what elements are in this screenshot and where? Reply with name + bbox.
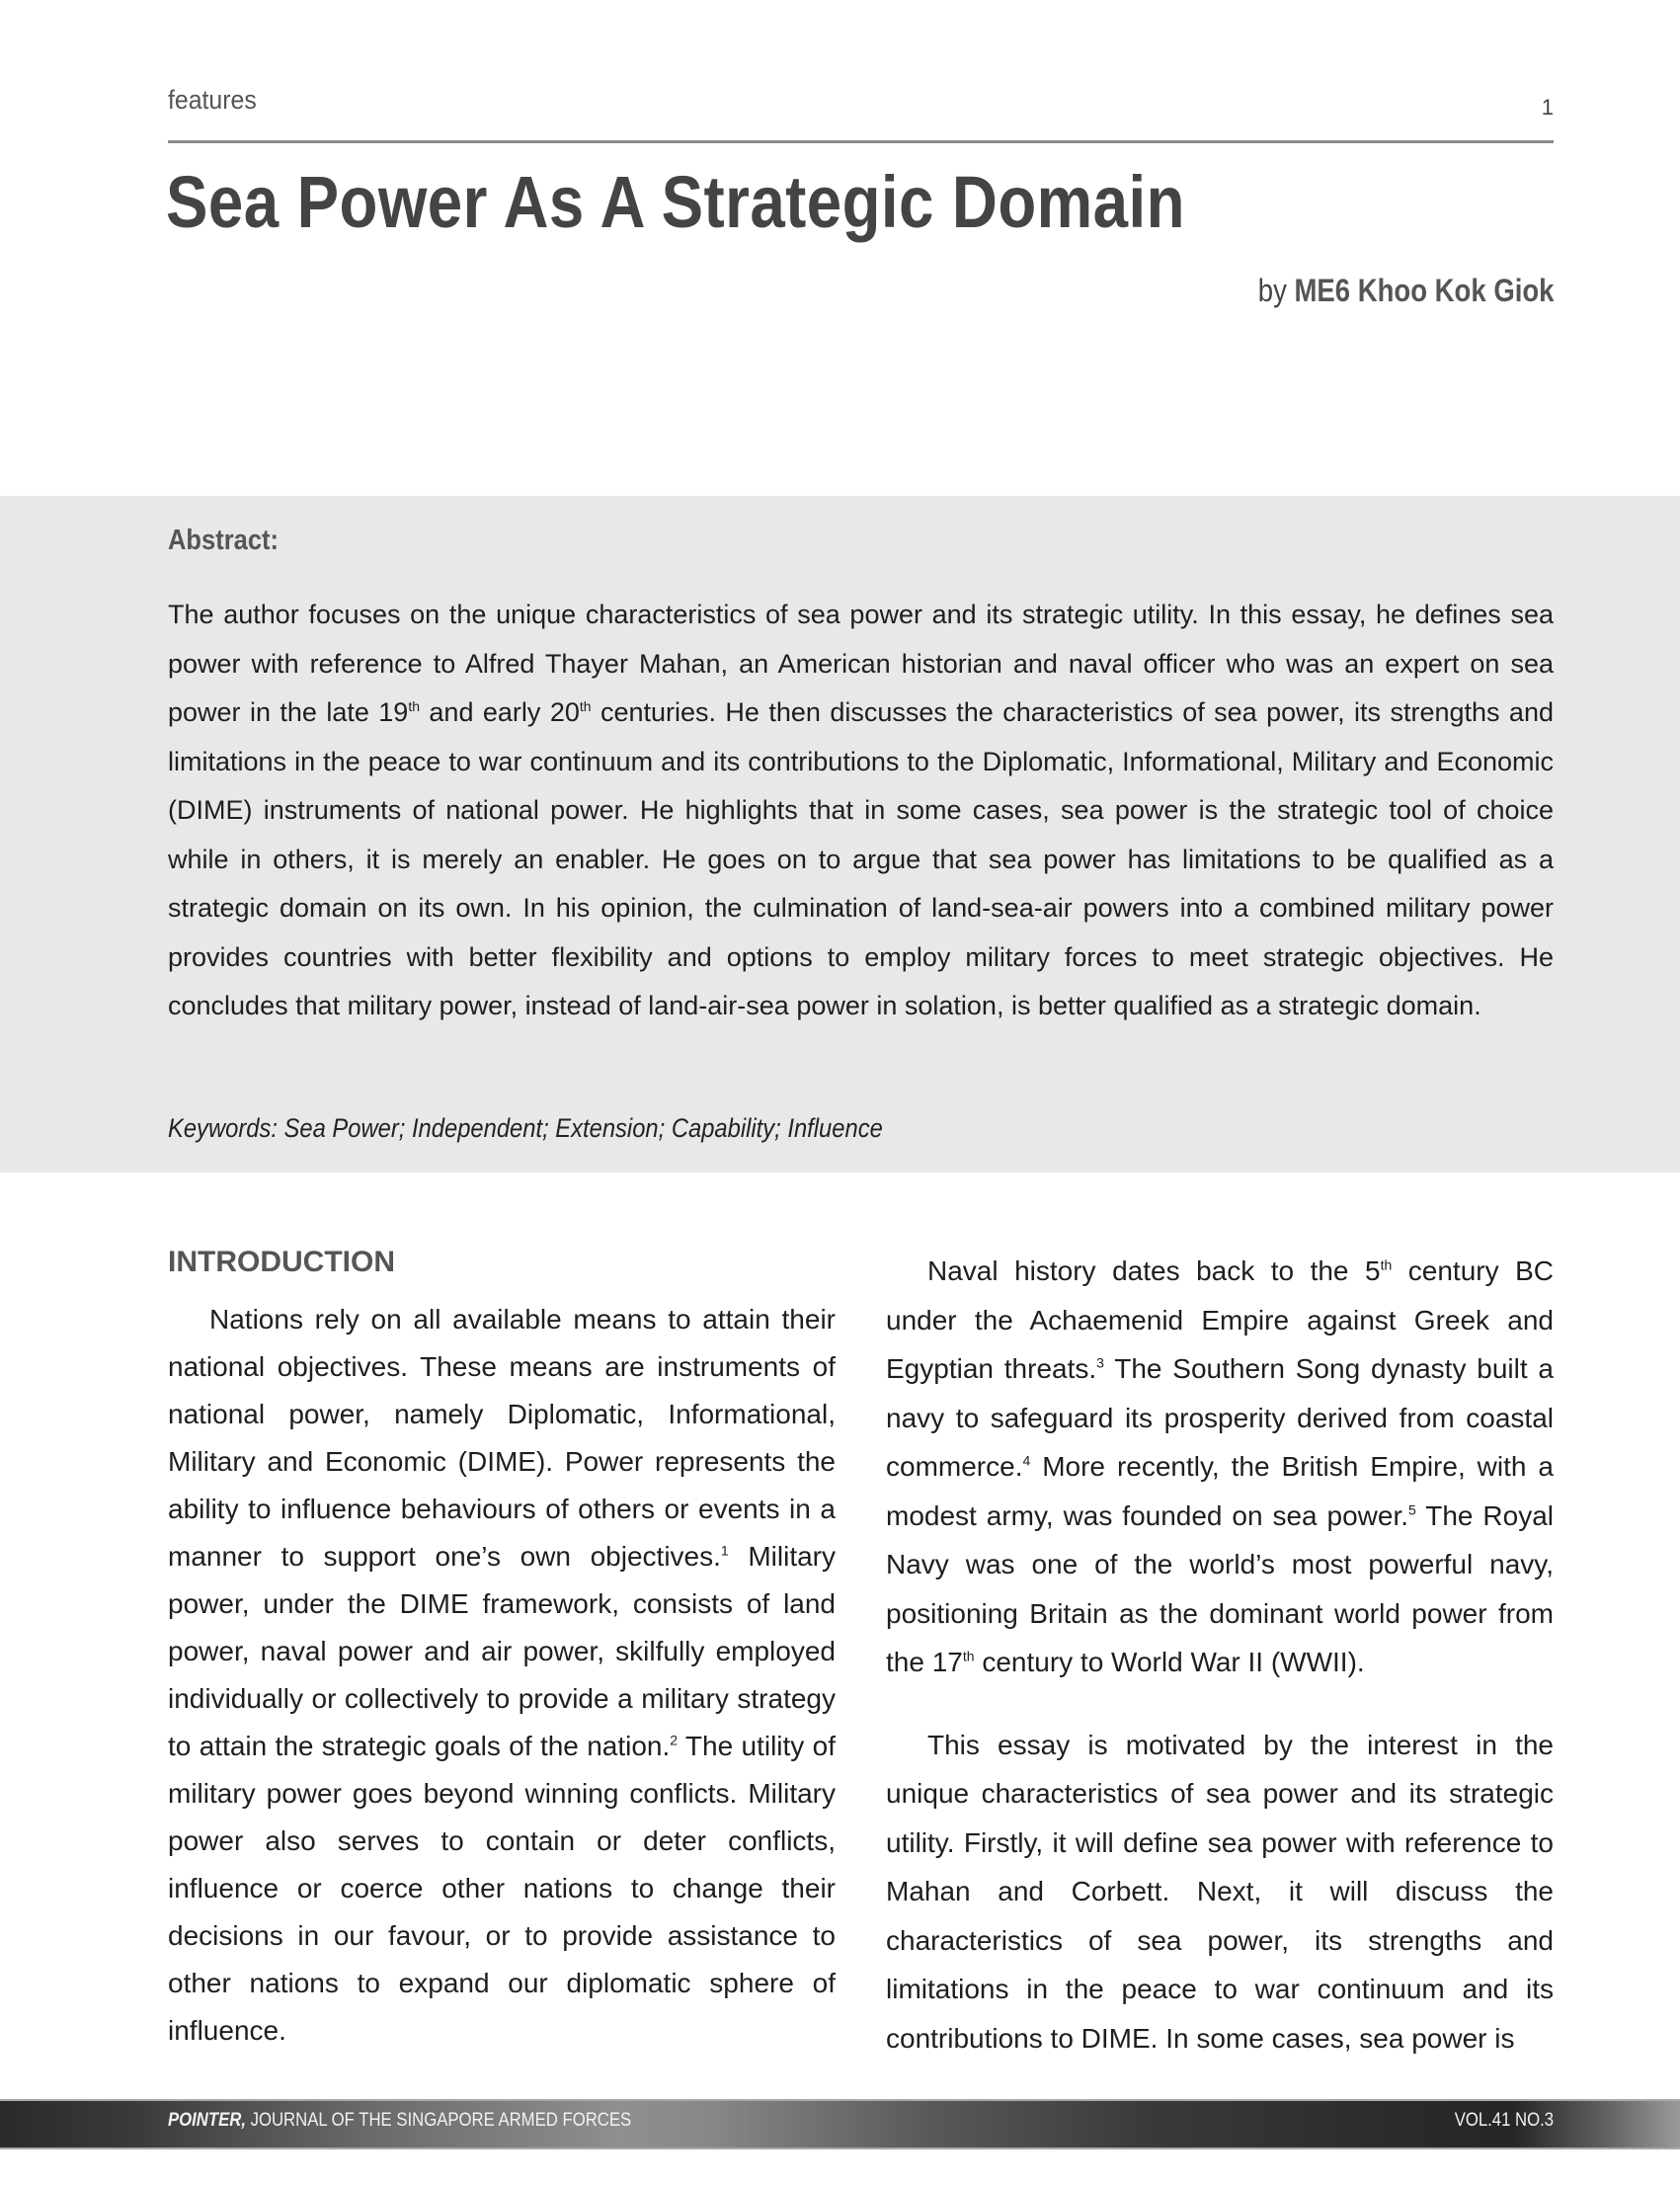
superscript: th xyxy=(579,698,592,714)
journal-subtitle: JOURNAL OF THE SINGAPORE ARMED FORCES xyxy=(245,2110,632,2131)
abstract-text xyxy=(168,591,1554,1031)
abstract-text-part: and early 20 xyxy=(420,697,580,727)
abstract-heading: Abstract: xyxy=(168,525,280,556)
paragraph-text: Nations rely on all available means to attain their national objectives. These means are instruments of national power, namely Diplomatic, Informational, Military and Economic (DIME). Power represents the ability to influence behaviours of others or events in a manner to support one’s own objectives. xyxy=(168,1304,836,1572)
abstract-text-part: centuries. He then discusses the characteristics of sea power, its strengths and limitations in the peace to war continuum and its contributions to the Diplomatic, Informational, Military and Economic (DIME) instruments of national power. He highlights that in some cases, sea power is the strategic tool of choice while in others, it is merely an enabler. He goes on to argue that sea power has limitations to be qualified as a strategic domain on its own. In his opinion, the culmination of land-sea-air powers into a combined military power provides countries with better flexibility and options to employ military forces to meet strategic objectives. He concludes that military power, instead of land-air-sea power in solation, is better qualified as a strategic domain. xyxy=(168,697,1554,1020)
paragraph-text: The utility of military power goes beyond winning conflicts. Military power also serves to contain or deter conflicts, influence or coerce other nations to change their decisions in our favour, or to provide assistance to other nations to expand our diplomatic sphere of influence. xyxy=(168,1731,836,2046)
footnote-ref-5[interactable]: 5 xyxy=(1408,1501,1416,1518)
section-label: features xyxy=(168,85,257,115)
intro-heading: INTRODUCTION xyxy=(168,1246,395,1278)
paragraph xyxy=(168,1296,836,2055)
paragraph-text: century BC under the Achaemenid Empire against Greek and Egyptian threats. xyxy=(886,1255,1554,1384)
paragraph-text: Naval history dates back to the 5 xyxy=(927,1255,1381,1286)
footnote-ref-4[interactable]: 4 xyxy=(1022,1452,1031,1469)
paragraph-text: The Royal Navy was one of the world’s most powerful navy, positioning Britain as the dominant world power from the 17 xyxy=(886,1499,1554,1677)
paragraph-text: Military power, under the DIME framework, consists of land power, naval power and air power, skilfully employed individually or collectively to provide a military strategy to attain the strategic goals of the nation. xyxy=(168,1541,836,1761)
paragraph-text: The Southern Song dynasty built a navy to safeguard its prosperity derived from coastal commerce. xyxy=(886,1353,1554,1482)
footnote-ref-1[interactable]: 1 xyxy=(720,1542,729,1559)
superscript: th xyxy=(962,1648,975,1664)
journal-name: POINTER, xyxy=(168,2110,246,2131)
paragraph-text: More recently, the British Empire, with a modest army, was founded on sea power. xyxy=(886,1451,1554,1531)
superscript: th xyxy=(1380,1256,1393,1273)
page-number: 1 xyxy=(1541,95,1554,120)
paragraph: This essay is motivated by the interest in the unique characteristics of sea power and its strategic utility. Firstly, it will define sea power with reference to Mahan and Corbett. Next, it will discuss the characteristics of sea power, its strengths and limitations in the peace to war continuum and its contributions to DIME. In some cases, sea power is xyxy=(886,1729,1554,2054)
article-title: Sea Power As A Strategic Domain xyxy=(166,161,1185,243)
paragraph xyxy=(886,1247,1554,1687)
footer-journal xyxy=(168,2110,631,2132)
footnote-ref-3[interactable]: 3 xyxy=(1096,1354,1104,1371)
footer-volume: VOL.41 NO.3 xyxy=(1454,2110,1554,2131)
header-rule xyxy=(168,140,1554,143)
footnote-ref-2[interactable]: 2 xyxy=(670,1732,679,1748)
byline-prefix: by xyxy=(1257,273,1295,308)
byline xyxy=(1257,273,1554,309)
left-column xyxy=(168,1243,836,2055)
superscript: th xyxy=(408,698,420,714)
author-name: ME6 Khoo Kok Giok xyxy=(1294,273,1554,308)
paragraph-text: century to World War II (WWII). xyxy=(974,1647,1365,1677)
keywords: Keywords: Sea Power; Independent; Extension; Capability; Influence xyxy=(168,1113,883,1143)
right-column xyxy=(886,1247,1554,2063)
abstract-text-part: The author focuses on the unique characteristics of sea power and its strategic utility. In this essay, he defines sea power with reference to Alfred Thayer Mahan, an American historian and naval officer who was an expert on sea power in the late 19 xyxy=(168,600,1554,727)
